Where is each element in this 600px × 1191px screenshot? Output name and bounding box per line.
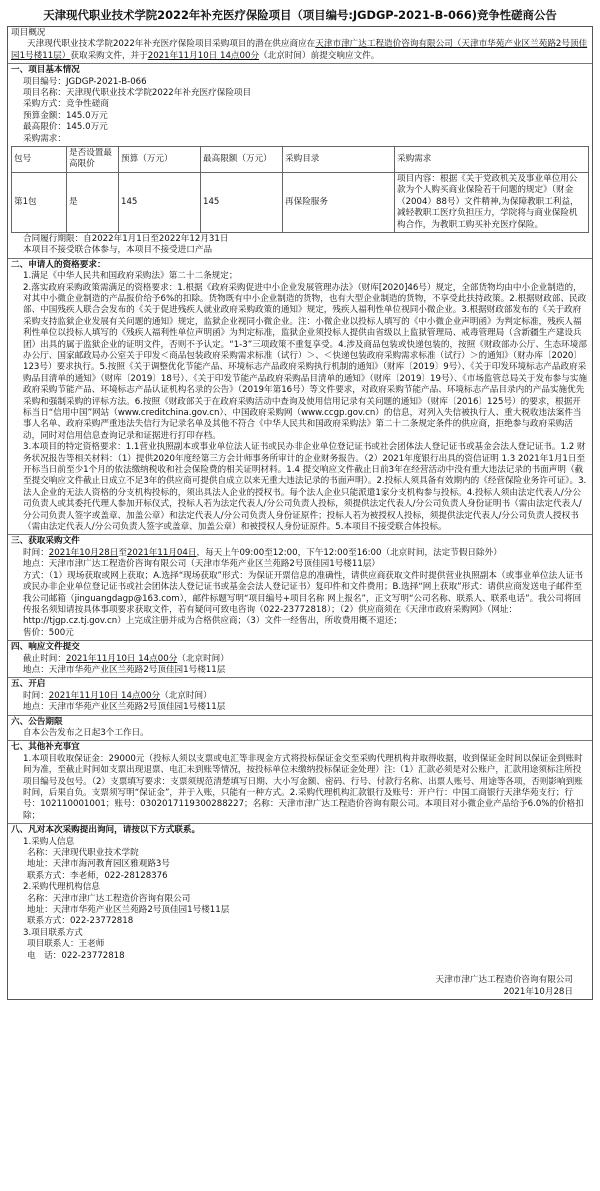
overview-text-c: （北京时间）前提交响应文件。 bbox=[259, 50, 380, 61]
cell-requirement: 项目内容：根据《关于党政机关及事业单位用公款为个人购买商业保险若干问题的规定》（财金（2004）88号）文件精神,为保障教职工利益，减轻教职工医疗负担压力，学院将与商业保险机构合作，为教职工购买补充医疗保险。 bbox=[395, 172, 589, 232]
section-qualification bbox=[8, 258, 592, 535]
header-budget: 预算（万元） bbox=[119, 147, 201, 173]
table-header-row bbox=[12, 147, 589, 173]
qualification-p3: 3.本项目的特定资格要求：1.1营业执照副本或事业单位法人证书或民办非企业单位登记证书或社会团体法人登记证书或基金会法人登记证书。1.2 财务状况报告等相关材料：（1）提供2020年度经第三方会计师事务所审计的企业财务报告。（2）2021年度银行出具的资信证明 1.3 2021年1月1日至开标当日前至少1个月的依法缴纳税收和社会保险费的相关证明材料。1.4 提交响应文件截止日前3年在经营活动中没有重大违法记录的书面声明（截至提交响应文件截止日成立不足3年的供应商可提供自成立以来无重大违法记录的书面声明）。2.投标人须具备有效期内的《经营保险业务许可证》。3.法人企业的无法人资格的分支机构投标的，须出具法人企业的授权书。每个法人企业只能派遣1家分支机构参与投标。4.投标人须由法定代表人/分公司负责人或其委托代理人参加开标仪式，投标人若为法定代表人/分公司负责人投标，须提供法定代表人/分公司负责人身份证明书（需由法定代表人/分公司负责人签字或盖章、加盖公章）和法定代表人/分公司负责人身份证原件；投标人若为被授权人投标，须提供法定代表人/分公司负责人授权书（需由法定代表人/分公司负责人签字或盖章、加盖公章）和被授权人身份证原件。5.本项目不接受联合体投标。 bbox=[23, 442, 587, 533]
buyer-address: 地址：天津市海河教育园区雅观路3号 bbox=[27, 859, 170, 870]
signature-org: 天津市津广达工程造价咨询有限公司 bbox=[435, 975, 573, 986]
obtain-time-start: 2021年10月28日 bbox=[48, 547, 119, 558]
section-heading: 八、凡对本次采购提出询问，请按以下方式联系。 bbox=[11, 825, 201, 836]
obtain-method: 方式：（1）现场获取或网上获取；A.选择“现场获取”形式：为保证开票信息的准确性，请供应商获取文件时提供营业执照副本（或事业单位法人证书或民办非企业单位登记证书或社会团体法人登记证书或基金会法人登记证书）复印件和文件费用；B.选择“网上获取”形式：请供应商发送电子邮件至我公司邮箱（jinguangdagp@163.com），邮件标题写明“项目编号+项目名称 网上报名”，正文写明“公司名称、联系人、联系电话”。我公司将回传报名须知请按具体事项要求获取文件，若有疑问可致电咨询（022-23772818）；（2）供应商须在《天津市政府采购网》（网址：http://tjgp.cz.tj.gov.cn）上完成注册并成为合格供应商；（3）文件一经售出，所收费用概不退还； bbox=[23, 570, 583, 627]
section-heading: 二、申请人的资格要求： bbox=[11, 259, 106, 270]
announcement-frame bbox=[7, 26, 593, 1000]
overview-place: 天津市津广达工程造价咨询有限公司（天津市华苑产业区兰苑路2号顶佳园1号楼11层） bbox=[11, 39, 588, 61]
max-price: 最高限价：145.0万元 bbox=[23, 122, 108, 133]
header-cap-set: 是否设置最高限价 bbox=[67, 147, 119, 173]
section-heading: 四、响应文件提交 bbox=[11, 642, 80, 653]
buyer-contact: 联系方式：李老师，022-28128376 bbox=[27, 870, 168, 881]
opening-time-label: 时间： bbox=[23, 690, 49, 701]
opening-time-tz: （北京时间） bbox=[160, 690, 212, 701]
budget-amount: 预算金额：145.0万元 bbox=[23, 110, 108, 121]
other-matters-text: 1.本项目收取保证金：29000元（投标人须以支票或电汇等非现金方式将投标保证金交至采购代理机构并取得收据，收到保证金时间以保证金到账时间为准，至截止时间如支票出现退票、电汇未到账等情况，按投标单位未缴纳投标保证金处理）注:（1）汇款必须是对公账户，汇款用途须标注所投项目编号及包号。（2）支票填写要求：支票须规范清楚填写日期、大小写金额、密码、行号、付款行名称、出票人账号、用途等各项，否则影响到账时间，后果自负。支票须写明“保证金”，并于入账，只能有一种方式。2.采购代理机构汇款银行及账号：开户行：中国工商银行天津华苑支行；行号：102110001001；账号：0302017119300288227；名称：天津市津广达工程造价咨询有限公司。本项目对小微企业产品给予6.0%的价格扣除； bbox=[23, 753, 584, 821]
overview-text-b: 获取采购文件，并于 bbox=[70, 50, 148, 61]
cell-budget: 145 bbox=[119, 172, 201, 232]
deadline-tz: （北京时间） bbox=[177, 653, 229, 664]
page-title: 天津现代职业技术学院2022年补充医疗保险项目（项目编号:JGDGP-2021-B-066)竞争性磋商公告 bbox=[43, 8, 557, 22]
agent-address: 地址：天津市华苑产业区兰苑路2号顶佳园1号楼11层 bbox=[27, 905, 230, 916]
overview-time: 2021年11月10日 14点00分 bbox=[147, 50, 260, 61]
section-heading: 六、公告期限 bbox=[11, 716, 63, 727]
announcement-page bbox=[7, 0, 593, 1000]
obtain-time-to: 至 bbox=[118, 547, 127, 558]
obtain-place: 地点：天津市津广达工程造价咨询有限公司（天津市华苑产业区兰苑路2号顶佳园1号楼11层） bbox=[23, 559, 381, 570]
overview-label: 项目概况 bbox=[11, 28, 46, 38]
agent-contact: 联系方式：022-23772818 bbox=[27, 916, 134, 927]
obtain-time-end: 2021年11月04日 bbox=[126, 547, 197, 558]
submission-deadline bbox=[11, 654, 589, 665]
project-number: 项目编号：JGDGP-2021-B-066 bbox=[23, 76, 147, 87]
agent-heading: 2.采购代理机构信息 bbox=[23, 882, 100, 893]
cell-cap-set: 是 bbox=[67, 172, 119, 232]
header-catalog: 采购目录 bbox=[283, 147, 395, 173]
obtain-time-label: 时间： bbox=[23, 547, 49, 558]
signature-date: 2021年10月28日 bbox=[503, 987, 573, 998]
section-heading: 七、其他补充事宜 bbox=[11, 742, 80, 753]
agent-name: 名称：天津市津广达工程造价咨询有限公司 bbox=[27, 893, 191, 904]
project-name: 项目名称：天津现代职业技术学院2022年补充医疗保险项目 bbox=[23, 88, 252, 99]
opening-time-value: 2021年11月10日 14点00分 bbox=[48, 690, 161, 701]
buyer-name: 名称：天津现代职业技术学院 bbox=[27, 848, 139, 859]
section-basic-info bbox=[8, 63, 592, 258]
contract-period: 合同履行期限：自2022年1月1日至2022年12月31日 bbox=[23, 233, 229, 244]
section-other-matters bbox=[8, 740, 592, 823]
section-opening bbox=[8, 677, 592, 714]
header-requirement: 采购需求 bbox=[395, 147, 589, 173]
obtain-time-rest: ，每天上午09:00至12:00，下午12:00至16:00（北京时间，法定节假日除外） bbox=[196, 547, 502, 558]
section-contact bbox=[8, 823, 592, 999]
requirement-table bbox=[11, 146, 589, 233]
deadline-label: 截止时间： bbox=[23, 653, 66, 664]
submission-place: 地点：天津市华苑产业区兰苑路2号顶佳园1号楼11层 bbox=[23, 664, 226, 675]
qualification-p2: 2.落实政府采购政策需满足的资格要求：1.根据《政府采购促进中小企业发展管理办法》（财库[2020]46号）规定，全部货物均由中小企业制造的，对其中小微企业制造的产品报价给予6%的扣除。货物既有中小企业制造的货物，也有大型企业制造的货物，不享受此扶持政策。2.根据财政部、民政部、中国残疾人联合会发布的《关于促进残疾人就业政府采购政策的通知》规定，残疾人福利性单位视同小微企业。3.根据财政部发布的《关于政府采购支持监狱企业发展有关问题的通知》规定，监狱企业视同小微企业。注：小微企业以投标人填写的《中小微企业声明函》为判定标准，残疾人福利性单位以投标人填写的《残疾人福利性单位声明函》为判定标准，监狱企业须投标人提供由省级以上监狱管理局、戒毒管理局（含新疆生产建设兵团）出具的属于监狱企业的证明文件，否则不予认定。“1-3”三项政策不重复享受。4.涉及商品包装或快递包装的，按照《财政部办公厅、生态环境部办公厅、国家邮政局办公室关于印发＜商品包装政府采购需求标准（试行）＞、＜快递包装政府采购需求标准（试行）＞的通知》（财办库〔2020〕123号）要求执行。5.按照《关于调整优化节能产品、环境标志产品政府采购执行机制的通知》（财库〔2019〕9号）、《关于印发环境标志产品政府采购品目清单的通知》（财库〔2019〕18号）、《关于印发节能产品政府采购品目清单的通知》（财库〔2019〕19号）、《市场监管总局关于发布参与实施政府采购节能产品、环境标志产品认证机构名录的公告》（2019年第16号）等文件要求，对政府采购节能产品、环境标志产品目录内的产品实施优先采购和强制采购的评标方法。6.按照《财政部关于在政府采购活动中查询及使用信用记录有关问题的通知》（财库〔2016〕125号）的要求，根据开标当日“信用中国”网站（www.creditchina.gov.cn）、中国政府采购网（www.ccgp.gov.cn）的信息，对列入失信被执行人、重大税收违法案件当事人名单、政府采购严重违法失信行为记录名单及其他不符合《中华人民共和国政府采购法》第二十二条规定条件的供应商，拒绝参与政府采购活动，同时对信用信息查询记录和证据进行打印存档。 bbox=[23, 282, 588, 441]
section-heading: 五、开启 bbox=[11, 679, 46, 690]
buyer-heading: 1.采购人信息 bbox=[23, 836, 75, 847]
table-row bbox=[12, 172, 589, 232]
qualification-p1: 1.满足《中华人民共和国政府采购法》第二十二条规定； bbox=[23, 271, 238, 282]
section-submission bbox=[8, 640, 592, 677]
signature-block bbox=[11, 962, 589, 998]
section-notice-period bbox=[8, 715, 592, 741]
section-heading: 三、获取采购文件 bbox=[11, 536, 80, 547]
opening-place: 地点：天津市华苑产业区兰苑路2号顶佳园1号楼11层 bbox=[23, 702, 226, 713]
requirement-label: 采购需求： bbox=[23, 133, 66, 144]
opening-time bbox=[11, 691, 589, 702]
deadline-value: 2021年11月10日 14点00分 bbox=[65, 653, 178, 664]
notice-period-text: 自本公告发布之日起3个工作日。 bbox=[23, 727, 149, 738]
header-package: 包号 bbox=[12, 147, 67, 173]
overview-text-a: 天津现代职业技术学院2022年补充医疗保险项目采购项目的潜在供应商应在 bbox=[27, 39, 316, 50]
overview-text bbox=[11, 39, 589, 62]
contact-heading: 3.项目联系方式 bbox=[23, 927, 83, 938]
cell-max-limit: 145 bbox=[201, 172, 283, 232]
obtain-time bbox=[11, 548, 589, 559]
cell-catalog: 再保险服务 bbox=[283, 172, 395, 232]
contact-phone: 电 话：022-23772818 bbox=[27, 950, 125, 961]
overview-block bbox=[8, 27, 592, 63]
header-max-limit: 最高限额（万元） bbox=[201, 147, 283, 173]
section-obtain-docs bbox=[8, 534, 592, 640]
procurement-method: 采购方式：竞争性磋商 bbox=[23, 99, 109, 110]
obtain-price: 售价：500元 bbox=[23, 627, 74, 638]
consortium-note: 本项目不接受联合体参与，本项目不接受进口产品 bbox=[23, 245, 213, 256]
section-heading: 一、项目基本情况 bbox=[11, 65, 80, 76]
contact-person: 项目联系人：王老师 bbox=[27, 939, 105, 950]
cell-package: 第1包 bbox=[12, 172, 67, 232]
